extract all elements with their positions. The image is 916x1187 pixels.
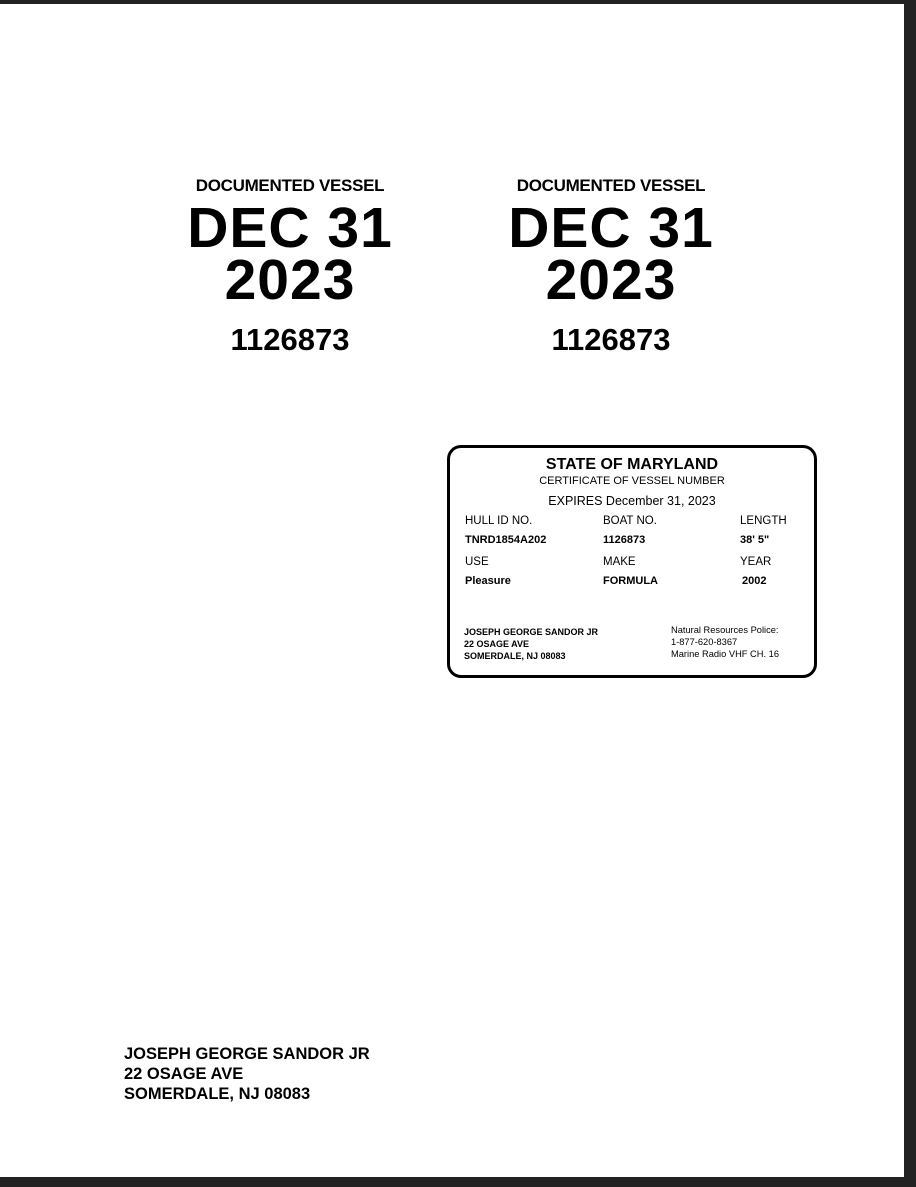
decal-number: 1126873 xyxy=(230,322,350,357)
police-radio: Marine Radio VHF CH. 16 xyxy=(671,649,779,659)
length-label: LENGTH xyxy=(740,515,787,527)
length-value: 38' 5" xyxy=(740,534,770,546)
vessel-certificate-card xyxy=(447,445,817,678)
boat-no-label: BOAT NO. xyxy=(603,515,657,527)
decal-expiry-year: 2023 xyxy=(545,248,677,312)
owner-name: JOSEPH GEORGE SANDOR JR xyxy=(464,627,599,637)
make-value: FORMULA xyxy=(603,575,658,587)
use-value: Pleasure xyxy=(465,575,511,587)
mailing-name: JOSEPH GEORGE SANDOR JR xyxy=(124,1045,370,1063)
use-label: USE xyxy=(465,556,489,568)
owner-street: 22 OSAGE AVE xyxy=(464,639,530,649)
decal-expiry-year: 2023 xyxy=(224,248,356,312)
decal-heading: DOCUMENTED VESSEL xyxy=(195,176,385,195)
police-contact xyxy=(671,624,779,660)
year-label: YEAR xyxy=(740,556,772,568)
vessel-decal-left xyxy=(160,176,420,358)
window-frame-right xyxy=(904,0,916,1187)
decal-expiry-month-day: DEC 31 xyxy=(508,196,714,260)
hull-id-value: TNRD1854A202 xyxy=(465,534,547,546)
mailing-city-state-zip: SOMERDALE, NJ 08083 xyxy=(124,1085,311,1103)
boat-no-value: 1126873 xyxy=(603,534,646,546)
decal-expiry-month-day: DEC 31 xyxy=(187,196,393,260)
owner-city-state-zip: SOMERDALE, NJ 08083 xyxy=(464,651,566,661)
window-frame-bottom xyxy=(0,1177,916,1187)
police-title: Natural Resources Police: xyxy=(671,625,779,635)
mailing-address xyxy=(124,1044,370,1104)
decal-number: 1126873 xyxy=(551,322,671,357)
certificate-expiration: EXPIRES December 31, 2023 xyxy=(548,494,716,508)
make-label: MAKE xyxy=(603,556,636,568)
vessel-decal-right xyxy=(481,176,741,358)
certificate-title: STATE OF MARYLAND xyxy=(545,456,719,473)
certificate-owner-address xyxy=(464,626,598,662)
mailing-street: 22 OSAGE AVE xyxy=(124,1065,244,1083)
hull-id-label: HULL ID NO. xyxy=(465,515,533,527)
decal-heading: DOCUMENTED VESSEL xyxy=(516,176,706,195)
certificate-subtitle: CERTIFICATE OF VESSEL NUMBER xyxy=(539,475,725,487)
year-value: 2002 xyxy=(742,575,767,587)
window-frame-top xyxy=(0,0,916,4)
police-phone: 1-877-620-8367 xyxy=(671,637,738,647)
